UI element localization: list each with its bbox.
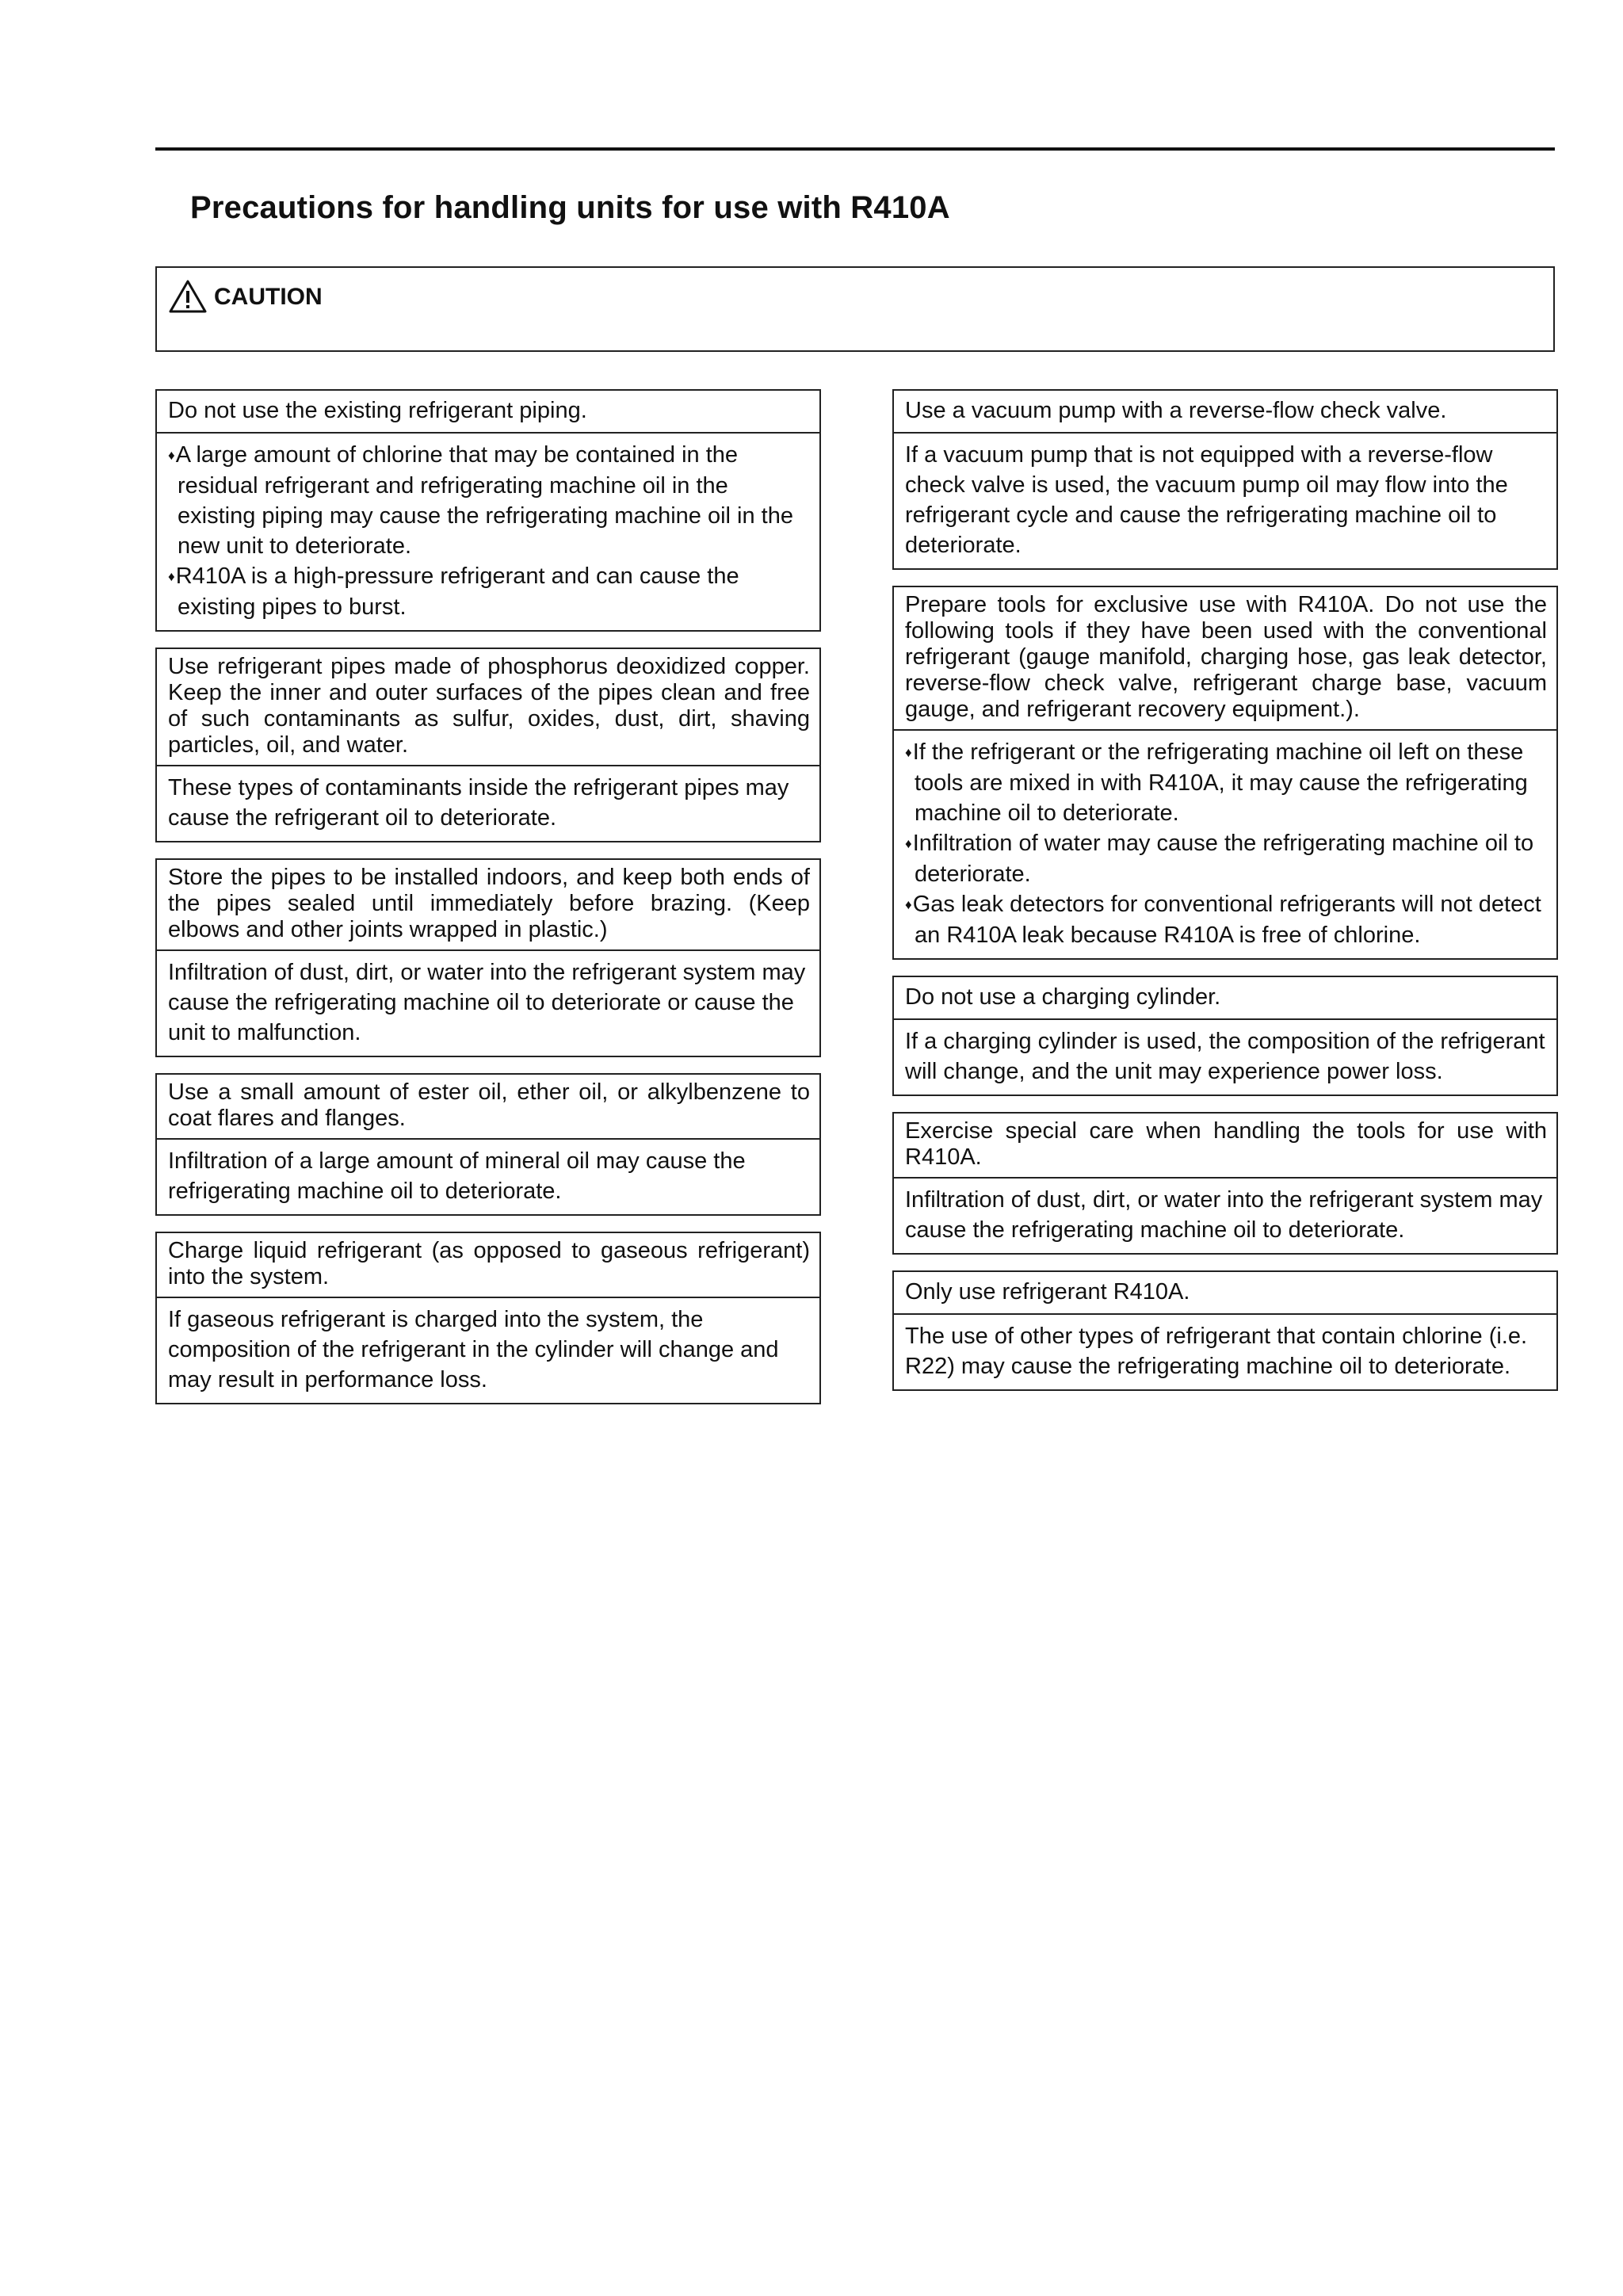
precaution-body: If a charging cylinder is used, the composition of the refrigerant will change, and the unit may experience power loss. — [905, 1029, 1545, 1084]
bullet-item: ♦ Gas leak detectors for conventional refrigerants will not detect an R410A leak because R410A is free of chlorine. — [905, 889, 1547, 950]
precaution-card — [892, 586, 1558, 960]
precaution-body — [894, 731, 1556, 958]
precaution-card — [155, 858, 821, 1057]
precaution-heading: Do not use a charging cylinder. — [894, 977, 1556, 1020]
precaution-heading: Store the pipes to be installed indoors, and keep both ends of the pipes sealed until immediately before brazing. (Keep elbows and other joints wrapped in plastic.) — [157, 860, 819, 951]
bullet-item: ♦ If the refrigerant or the refrigerating machine oil left on these tools are mixed in with R410A, it may cause the refrigerating machine oil to deteriorate. — [905, 737, 1547, 828]
precaution-heading: Do not use the existing refrigerant piping. — [157, 391, 819, 434]
bullet-item: ♦ Infiltration of water may cause the refrigerating machine oil to deteriorate. — [905, 828, 1547, 889]
precaution-body: Infiltration of a large amount of mineral oil may cause the refrigerating machine oil to deteriorate. — [168, 1148, 746, 1204]
precaution-body: Infiltration of dust, dirt, or water into the refrigerant system may cause the refrigerating machine oil to deteriorate or cause the unit to malfunction. — [168, 960, 806, 1045]
caution-banner — [155, 266, 1555, 352]
precaution-body — [157, 434, 819, 630]
precaution-body: These types of contaminants inside the refrigerant pipes may cause the refrigerant oil to deteriorate. — [168, 775, 789, 831]
precaution-card — [892, 976, 1558, 1096]
precaution-body: If a vacuum pump that is not equipped with a reverse-flow check valve is used, the vacuum pump oil may flow into the refrigerant cycle and cause the refrigerating machine oil to deteriorate. — [905, 442, 1508, 558]
precaution-heading: Prepare tools for exclusive use with R410A. Do not use the following tools if they have been used with the conventional refrigerant (gauge manifold, charging hose, gas leak detector, reverse-flow check valve, refrigerant charge base, vacuum gauge, and refrigerant recovery equipment.). — [894, 587, 1556, 731]
bullet-item: ♦ A large amount of chlorine that may be contained in the residual refrigerant and refrigerating machine oil in the existing piping may cause the refrigerating machine oil in the new unit to deteriorate. — [168, 440, 810, 561]
warning-triangle-icon — [168, 279, 208, 314]
right-column — [892, 389, 1558, 1407]
precaution-heading: Only use refrigerant R410A. — [894, 1272, 1556, 1315]
precaution-heading: Use a vacuum pump with a reverse-flow check valve. — [894, 391, 1556, 434]
caution-label: CAUTION — [214, 284, 323, 310]
precaution-card — [892, 389, 1558, 570]
precaution-heading: Use refrigerant pipes made of phosphorus deoxidized copper. Keep the inner and outer surfaces of the pipes clean and free of such contaminants as sulfur, oxides, dust, dirt, shaving particles, oil, and water. — [157, 649, 819, 766]
precaution-heading: Exercise special care when handling the tools for use with R410A. — [894, 1114, 1556, 1179]
precaution-card — [892, 1270, 1558, 1391]
precaution-card — [155, 648, 821, 842]
top-rule — [155, 147, 1555, 151]
precaution-body: Infiltration of dust, dirt, or water into the refrigerant system may cause the refrigerating machine oil to deteriorate. — [905, 1187, 1543, 1243]
precaution-body: If gaseous refrigerant is charged into the system, the composition of the refrigerant in the cylinder will change and may result in performance loss. — [168, 1307, 779, 1392]
precaution-card — [892, 1112, 1558, 1255]
precaution-card — [155, 1232, 821, 1404]
left-column — [155, 389, 821, 1420]
precaution-heading: Charge liquid refrigerant (as opposed to gaseous refrigerant) into the system. — [157, 1233, 819, 1298]
precaution-card — [155, 1073, 821, 1216]
precaution-card — [155, 389, 821, 632]
page-title: Precautions for handling units for use with R410A — [190, 190, 950, 225]
precaution-heading: Use a small amount of ester oil, ether oil, or alkylbenzene to coat flares and flanges. — [157, 1075, 819, 1140]
bullet-item: ♦ R410A is a high-pressure refrigerant and can cause the existing pipes to burst. — [168, 561, 810, 622]
precaution-body: The use of other types of refrigerant that contain chlorine (i.e. R22) may cause the refrigerating machine oil to deteriorate. — [905, 1324, 1528, 1379]
